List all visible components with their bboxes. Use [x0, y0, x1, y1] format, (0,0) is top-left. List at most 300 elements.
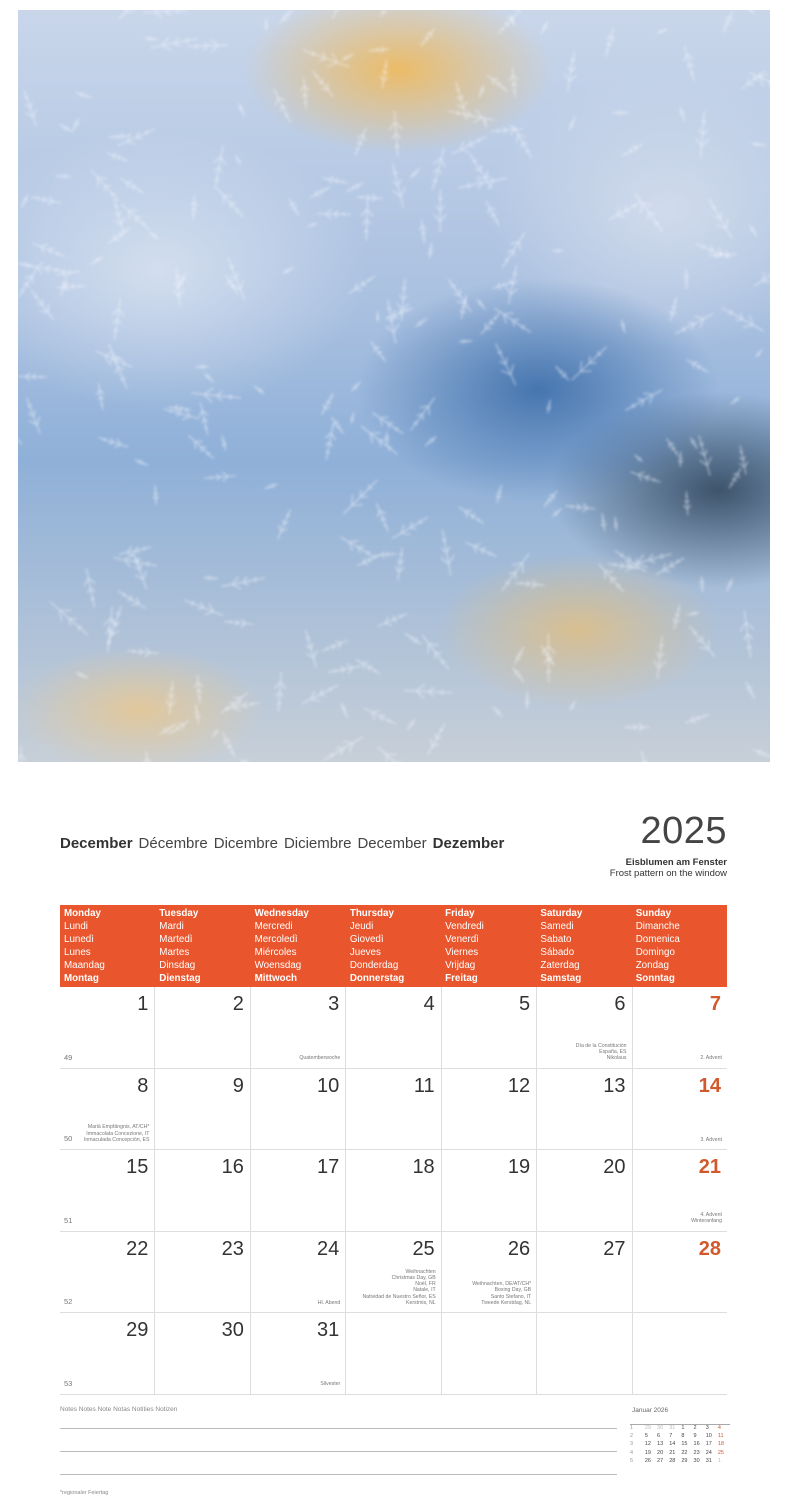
day-cell[interactable] [537, 987, 632, 1068]
frost-crystal [448, 110, 494, 123]
holiday-note: 2. Advent [700, 1055, 722, 1062]
weekday-name-de: Montag [64, 972, 99, 984]
frost-crystal [302, 685, 338, 703]
frost-crystal [361, 426, 397, 454]
frost-crystal [109, 344, 127, 389]
frost-crystal [673, 605, 680, 630]
month-name: December [357, 835, 427, 852]
frost-crystal [690, 626, 715, 657]
mini-day: 13 [657, 1441, 664, 1448]
frost-crystal [458, 175, 506, 189]
frost-crystal [405, 633, 422, 644]
weekday-name-de: Donnerstag [349, 972, 405, 984]
day-cell[interactable] [60, 987, 155, 1068]
frost-crystal [392, 164, 405, 208]
frost-crystal [411, 398, 435, 431]
day-cell[interactable] [346, 1232, 441, 1313]
frost-crystal [570, 701, 576, 711]
frost-crystal [565, 51, 577, 91]
day-cell[interactable] [633, 1069, 727, 1150]
day-cell[interactable] [60, 1232, 155, 1313]
weekday-name-de: Freitag [445, 972, 478, 984]
frost-crystal [160, 724, 176, 735]
calendar-grid [60, 905, 727, 1395]
frost-crystal [722, 308, 764, 332]
frost-crystal [376, 552, 397, 558]
frost-crystal [135, 460, 148, 466]
weekday-name-es: Jueves [349, 946, 381, 958]
frost-crystal [566, 503, 596, 512]
footnote: *regionaler Feiertag [60, 1490, 109, 1496]
weekday-name-es: Lunes [64, 946, 91, 958]
photo-caption-en: Frost pattern on the window [609, 868, 727, 879]
mini-day: 3 [705, 1425, 709, 1431]
frost-crystal [21, 195, 28, 208]
weekday-name-en: Wednesday [254, 908, 309, 919]
mini-calendar-row [630, 1433, 730, 1441]
frost-crystal [606, 29, 614, 57]
frost-crystal [745, 10, 754, 14]
frost-crystal [727, 579, 733, 592]
day-cell[interactable] [633, 987, 727, 1068]
frost-crystal [495, 308, 531, 332]
week-row [60, 1232, 727, 1314]
frost-crystal [742, 71, 765, 89]
frost-crystal [678, 451, 683, 467]
day-cell[interactable] [633, 1232, 727, 1313]
frost-crystal [506, 265, 517, 304]
weekday-name-en: Monday [64, 908, 102, 919]
frost-crystal [422, 635, 449, 670]
day-number: 15 [126, 1156, 149, 1178]
day-cell[interactable] [442, 987, 537, 1068]
frost-crystal [328, 664, 361, 674]
frost-crystal-texture [18, 10, 770, 762]
mini-day: 9 [693, 1433, 697, 1440]
frost-crystal [634, 455, 643, 462]
frost-crystal [508, 10, 521, 12]
frost-crystal [640, 750, 652, 762]
frost-crystal [419, 220, 426, 244]
mini-week-number: 4 [630, 1449, 634, 1456]
day-cell[interactable] [155, 1150, 250, 1231]
frost-crystal [515, 580, 544, 588]
mini-week-number: 5 [630, 1457, 634, 1464]
frost-crystal [18, 414, 22, 445]
frost-crystal [392, 517, 428, 538]
frost-crystal [223, 732, 235, 757]
frost-crystal [680, 107, 684, 121]
frost-crystal [556, 366, 569, 380]
frost-crystal [624, 724, 650, 732]
day-number: 17 [317, 1156, 340, 1178]
frost-crystal [33, 243, 65, 256]
day-number: 27 [603, 1237, 626, 1260]
frost-crystal [91, 170, 119, 201]
frost-crystal [667, 438, 679, 456]
weekday-name-nl: Dinsdag [159, 959, 196, 971]
mini-day: 16 [693, 1441, 700, 1448]
week-row [60, 1313, 727, 1395]
frost-crystal [144, 10, 188, 18]
month-name: December [60, 835, 133, 852]
frost-crystal [114, 199, 124, 233]
frost-crystal [614, 517, 618, 531]
frost-crystal [685, 715, 709, 723]
frost-crystal [195, 704, 201, 723]
day-number: 6 [614, 993, 626, 1015]
holiday-note: Weihnachten Christmas Day, GB Noël, FR Natale, IT Natividad de Nuestro Señor, ES Kerstmis, NL [362, 1268, 436, 1306]
week-row [60, 1150, 727, 1232]
frost-crystal [466, 542, 497, 556]
day-cell [633, 1313, 727, 1394]
day-number: 9 [232, 1074, 244, 1097]
frost-crystal [199, 403, 208, 435]
day-number: 1 [137, 993, 149, 1015]
day-number: 25 [412, 1237, 435, 1260]
mini-calendar-row [630, 1450, 730, 1458]
frost-crystal [190, 195, 197, 220]
frost-crystal [308, 223, 318, 226]
mini-day: 2 [693, 1425, 697, 1431]
frost-crystal [601, 513, 606, 531]
weekday-name-nl: Zondag [635, 959, 669, 971]
frost-crystal [541, 21, 548, 35]
frost-crystal [380, 60, 388, 88]
frost-crystal [441, 530, 454, 576]
day-cell[interactable] [537, 1150, 632, 1231]
mini-calendar-title: Januar 2026 [632, 1407, 669, 1414]
day-cell[interactable] [251, 987, 346, 1068]
day-number: 4 [423, 993, 435, 1015]
day-cell[interactable] [346, 1069, 441, 1150]
frost-crystal [459, 507, 484, 523]
frost-crystal [119, 547, 152, 557]
day-number: 5 [518, 993, 531, 1015]
frost-crystal [407, 719, 415, 730]
frost-crystal [357, 194, 383, 202]
frost-crystal [217, 188, 244, 217]
frost-crystal [145, 37, 158, 41]
frost-crystal [487, 75, 507, 92]
weekday-name-it: Venerdì [445, 933, 479, 945]
week-number: 51 [64, 1215, 73, 1225]
frost-crystal [107, 153, 128, 161]
frost-crystal [395, 547, 405, 580]
frost-crystal [496, 485, 501, 502]
frost-crystal [59, 124, 71, 131]
weekday-name-fr: Dimanche [635, 920, 680, 932]
day-number: 2 [232, 993, 244, 1015]
mini-day: 1 [681, 1425, 685, 1431]
frost-crystal [729, 468, 741, 488]
notes-line [60, 1451, 617, 1452]
day-number: 19 [507, 1156, 531, 1178]
frost-crystal [27, 398, 40, 434]
frost-crystal [254, 386, 264, 394]
day-cell[interactable] [251, 1150, 346, 1231]
frost-crystal [283, 267, 295, 273]
mini-day: 31 [669, 1425, 676, 1431]
holiday-note: Día de la Constitución España, ES Nikolaus [575, 1042, 627, 1062]
frost-crystal [24, 90, 36, 126]
day-number: 21 [698, 1156, 721, 1178]
frost-crystal [368, 47, 389, 53]
frost-crystal [349, 276, 375, 294]
week-number: 49 [64, 1052, 73, 1062]
frost-crystal [609, 202, 641, 220]
frost-crystal [525, 692, 530, 709]
frost-crystal [496, 344, 516, 386]
frost-crystal [386, 299, 399, 344]
day-cell[interactable] [155, 1232, 250, 1313]
mini-day: 29 [644, 1425, 651, 1431]
weekday-name-de: Dienstag [159, 972, 201, 984]
frost-crystal [108, 228, 130, 244]
day-cell [537, 1313, 632, 1394]
notes-line [60, 1428, 617, 1429]
mini-day: 12 [644, 1441, 651, 1448]
holiday-note: Hl. Abend [317, 1299, 341, 1306]
frost-crystal [709, 199, 732, 238]
frost-crystal [238, 103, 244, 116]
day-cell[interactable] [155, 1313, 250, 1394]
day-number: 11 [413, 1074, 435, 1097]
frost-crystal [333, 10, 346, 19]
frost-crystal [194, 675, 202, 704]
mini-day: 23 [693, 1449, 700, 1456]
frost-crystal [195, 365, 209, 369]
frost-crystal [751, 142, 766, 146]
frost-crystal [221, 693, 248, 714]
frost-crystal [434, 190, 446, 232]
frost-crystal [684, 491, 691, 515]
frost-crystal [265, 18, 269, 30]
frost-pattern-photo [18, 10, 770, 762]
frost-crystal [371, 342, 386, 362]
frost-crystal [55, 174, 71, 179]
frost-crystal [184, 600, 223, 616]
day-number: 3 [328, 993, 340, 1015]
frost-crystal [756, 349, 763, 358]
day-number: 31 [317, 1319, 340, 1341]
mini-day: 18 [717, 1441, 724, 1448]
frost-crystal [361, 199, 373, 240]
day-cell[interactable] [251, 1313, 346, 1394]
frost-crystal [377, 614, 407, 627]
weekday-name-es: Viernes [445, 946, 479, 958]
photo-caption-de: Eisblumen am Fenster [625, 857, 727, 868]
weekday-column-header [632, 905, 727, 987]
frost-crystal [509, 68, 518, 98]
notes-label: Notes Notes Note Notas Notities Notizen [60, 1406, 178, 1413]
weekday-name-de: Samstag [540, 972, 582, 984]
frost-crystal [657, 29, 667, 33]
frost-crystal [265, 484, 278, 488]
frost-crystal [75, 92, 91, 98]
weekday-name-en: Thursday [349, 908, 394, 919]
frost-crystal [18, 746, 26, 762]
frost-crystal [91, 257, 103, 264]
day-cell[interactable] [155, 987, 250, 1068]
mini-day: 30 [657, 1425, 664, 1431]
frost-crystal [280, 10, 293, 24]
weekday-name-fr: Mercredi [254, 920, 293, 932]
frost-crystal [425, 437, 437, 447]
frost-crystal [690, 438, 697, 449]
day-number: 20 [603, 1156, 626, 1178]
weekday-column-header [346, 905, 441, 987]
mini-day: 29 [681, 1457, 688, 1464]
frost-crystal [696, 244, 731, 258]
frost-crystal [169, 721, 189, 735]
frost-crystal [239, 760, 250, 762]
day-cell[interactable] [442, 1150, 537, 1231]
frost-crystal [278, 510, 291, 540]
frost-crystal [32, 196, 61, 205]
weekday-name-es: Domingo [635, 946, 675, 958]
week-row [60, 1069, 727, 1151]
day-cell[interactable] [346, 987, 441, 1068]
holiday-note: 3. Advent [700, 1136, 722, 1143]
frost-crystal [120, 178, 144, 193]
day-number: 13 [603, 1074, 626, 1097]
month-name: Décembre [138, 835, 208, 852]
day-number: 18 [412, 1156, 435, 1178]
mini-calendar-row [630, 1458, 730, 1466]
frost-crystal [108, 605, 122, 645]
frost-crystal [491, 125, 523, 134]
mini-day: 21 [669, 1449, 676, 1456]
holiday-note: Weihnachten, DE/AT/CH* Boxing Day, GB Santo Stefano, IT Tweede Kerstdag, NL [472, 1281, 532, 1306]
day-cell [442, 1313, 537, 1394]
day-cell[interactable] [442, 1232, 537, 1313]
weekday-name-nl: Donderdag [349, 959, 399, 971]
day-cell[interactable] [60, 1069, 155, 1150]
frost-crystal [498, 12, 518, 33]
frost-crystal [676, 314, 714, 334]
frost-crystal [389, 111, 402, 157]
frost-crystal [433, 148, 446, 190]
weekday-name-it: Sabato [540, 933, 572, 945]
weekday-name-nl: Woensdag [254, 959, 302, 971]
day-number: 23 [221, 1237, 244, 1260]
day-number: 16 [221, 1156, 244, 1178]
frost-crystal [493, 706, 502, 716]
frost-crystal [118, 591, 146, 609]
day-cell[interactable] [60, 1150, 155, 1231]
mini-day: 17 [705, 1441, 712, 1448]
frost-crystal [303, 50, 349, 66]
weekday-name-de: Mittwoch [254, 972, 298, 984]
day-cell[interactable] [633, 1150, 727, 1231]
frost-crystal [204, 472, 236, 481]
notes-line [60, 1474, 617, 1475]
frost-crystal [481, 313, 500, 334]
day-cell[interactable] [251, 1232, 346, 1313]
frost-crystal [683, 45, 694, 81]
frost-crystal [119, 10, 146, 20]
frost-crystal [31, 290, 53, 320]
frost-crystal [448, 279, 471, 312]
frost-crystal [653, 636, 665, 678]
frost-crystal [731, 397, 740, 404]
frost-crystal [188, 40, 229, 52]
day-cell[interactable] [442, 1069, 537, 1150]
day-number: 30 [221, 1319, 244, 1341]
frost-crystal [631, 472, 661, 482]
holiday-note: 4. Advent Winteranfang [691, 1212, 722, 1225]
day-cell[interactable] [251, 1069, 346, 1150]
mini-calendar-row [630, 1441, 730, 1449]
frost-crystal [670, 297, 677, 322]
frost-crystal [381, 10, 389, 17]
mini-day: 22 [681, 1449, 688, 1456]
day-cell[interactable] [155, 1069, 250, 1150]
frost-crystal [212, 729, 219, 737]
frost-crystal [289, 199, 299, 216]
week-number: 50 [64, 1134, 73, 1143]
frost-crystal [221, 577, 264, 590]
weekday-name-fr: Vendredi [445, 920, 484, 932]
weekday-header [60, 905, 727, 987]
frost-crystal [112, 298, 124, 339]
day-number: 12 [507, 1074, 531, 1097]
frost-crystal [97, 383, 105, 410]
frost-crystal [364, 708, 397, 724]
weekday-name-it: Domenica [635, 933, 680, 945]
frost-crystal [572, 347, 607, 380]
frost-crystal [222, 436, 226, 451]
weekday-column-header [251, 905, 346, 987]
frost-crystal [225, 619, 253, 627]
frost-crystal [323, 176, 348, 183]
frost-crystal [428, 243, 433, 259]
frost-crystal [121, 204, 149, 229]
mini-day: 25 [717, 1449, 724, 1456]
frost-crystal [502, 553, 529, 591]
frost-crystal [656, 558, 684, 575]
frost-crystal [322, 393, 334, 415]
month-name: Diciembre [283, 835, 352, 852]
frost-crystal [452, 137, 486, 154]
month-name: Dicembre [213, 835, 278, 852]
week-number: 52 [64, 1297, 73, 1306]
day-number: 10 [317, 1074, 340, 1097]
mini-day: 27 [657, 1457, 664, 1464]
day-cell[interactable] [537, 1232, 632, 1313]
frost-crystal [695, 111, 709, 158]
year-title: 2025 [640, 810, 727, 852]
frost-crystal [51, 602, 88, 635]
mini-day: 28 [669, 1457, 676, 1464]
frost-crystal [96, 351, 133, 367]
mini-day: 8 [681, 1433, 685, 1440]
frost-crystal [376, 312, 379, 322]
frost-crystal [544, 491, 557, 507]
weekday-column-header [441, 905, 536, 987]
day-cell[interactable] [346, 1150, 441, 1231]
frost-crystal [377, 503, 389, 531]
frost-crystal [552, 249, 563, 252]
day-number: 29 [126, 1319, 149, 1341]
frost-crystal [410, 168, 420, 178]
frost-crystal [385, 432, 389, 447]
day-cell[interactable] [60, 1313, 155, 1394]
day-cell[interactable] [537, 1069, 632, 1150]
frost-crystal [310, 187, 330, 198]
frost-crystal [486, 201, 499, 226]
